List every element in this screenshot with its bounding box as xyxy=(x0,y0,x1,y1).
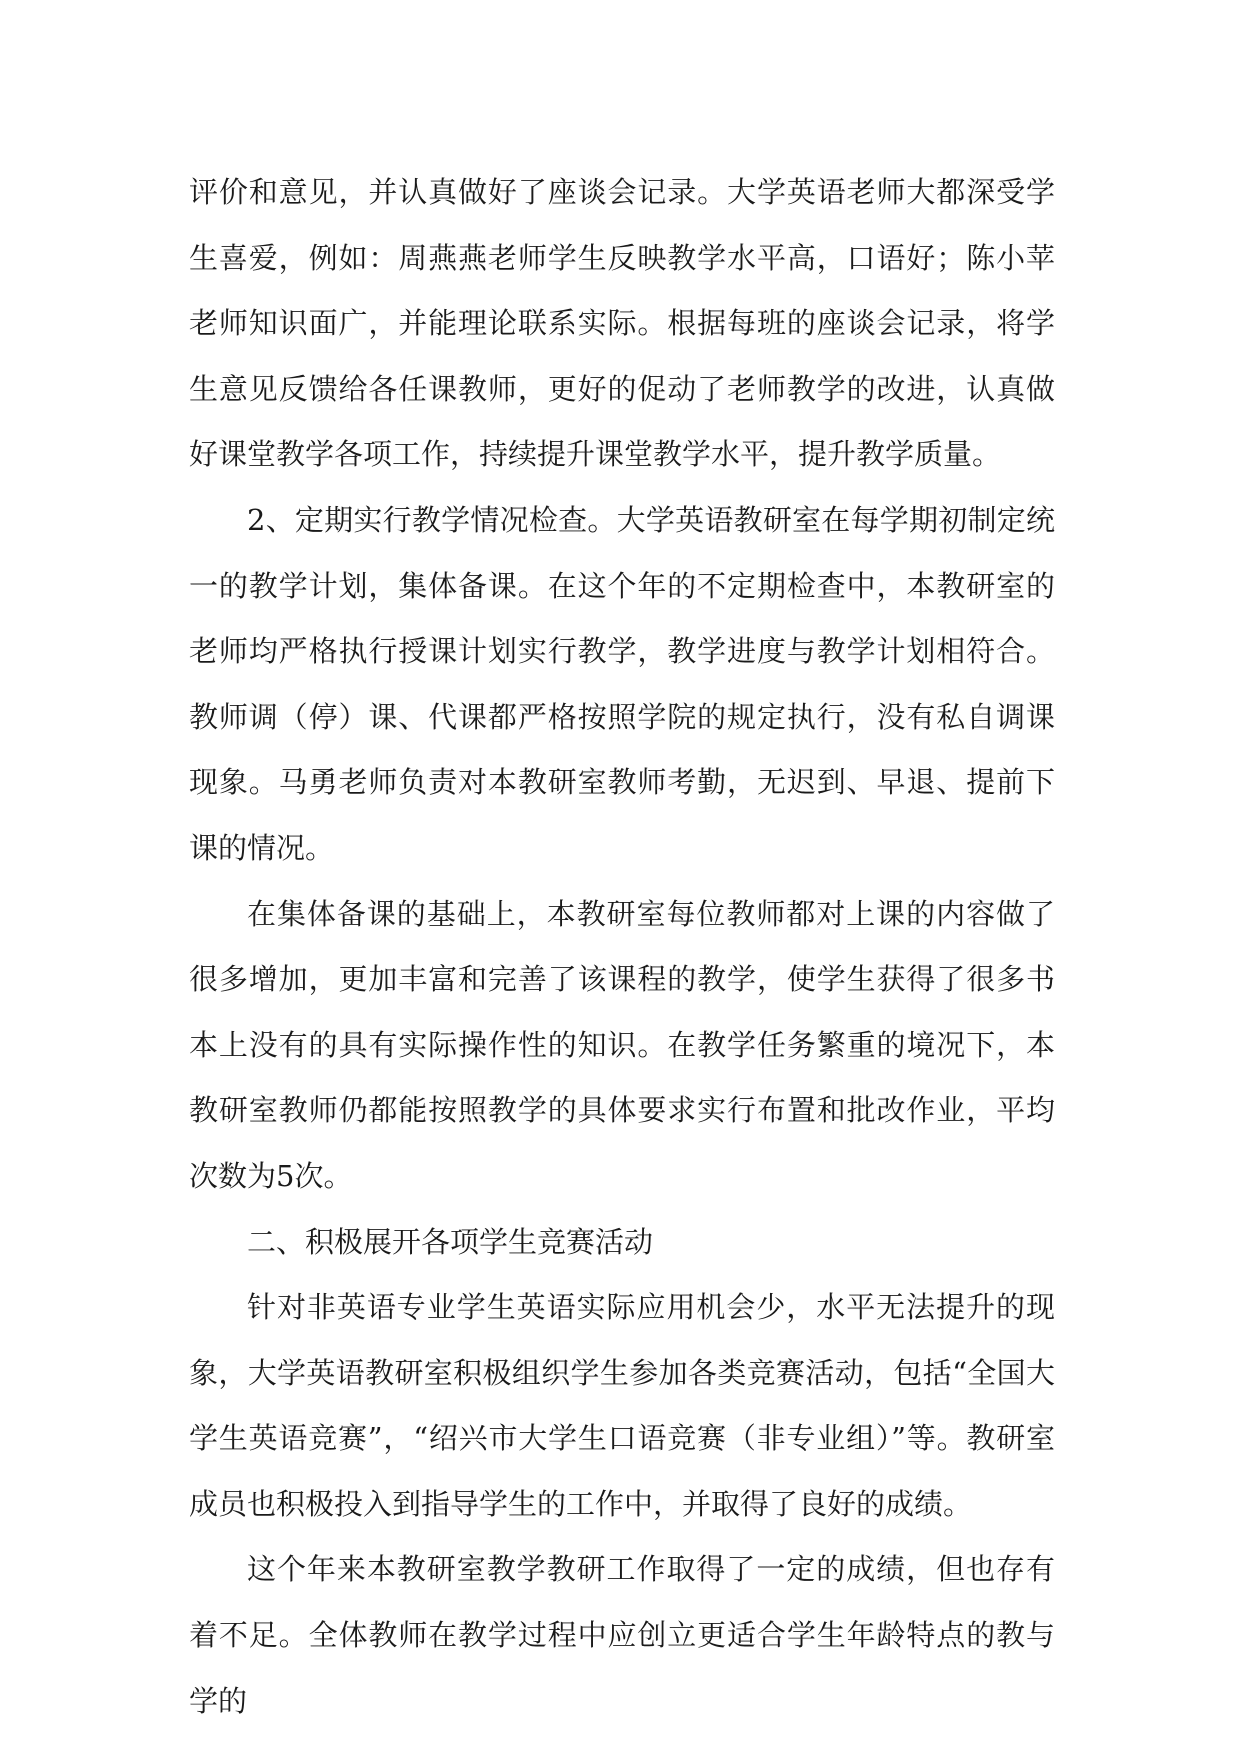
paragraph-competitions: 针对非英语专业学生英语实际应用机会少，水平无法提升的现象，大学英语教研室积极组织学生参加各类竞赛活动，包括“全国大学生英语竞赛”，“绍兴市大学生口语竞赛（非专业组）”等。教研室成员也积极投入到指导学生的工作中，并取得了良好的成绩。 xyxy=(189,1290,1055,1521)
section-heading-competitions: 二、积极展开各项学生竞赛活动 xyxy=(247,1224,654,1259)
paragraph-summary: 这个年来本教研室教学教研工作取得了一定的成绩，但也存有着不足。全体教师在教学过程中应创立更适合学生年龄特点的教与学的 xyxy=(189,1552,1055,1718)
document-body xyxy=(189,160,1055,1734)
paragraph-collective-lesson-prep: 在集体备课的基础上，本教研室每位教师都对上课的内容做了很多增加，更加丰富和完善了该课程的教学，使学生获得了很多书本上没有的具有实际操作性的知识。在教学任务繁重的境况下，本教研室教师仍都能按照教学的具体要求实行布置和批改作业，平均次数为5次。 xyxy=(189,896,1055,1193)
paragraph-teaching-inspection: 2、定期实行教学情况检查。大学英语教研室在每学期初制定统一的教学计划，集体备课。在这个年的不定期检查中，本教研室的老师均严格执行授课计划实行教学，教学进度与教学计划相符合。教师调（停）课、代课都严格按照学院的规定执行，没有私自调课现象。马勇老师负责对本教研室教师考勤，无迟到、早退、提前下课的情况。 xyxy=(189,502,1055,865)
paragraph-feedback-continuation: 评价和意见，并认真做好了座谈会记录。大学英语老师大都深受学生喜爱，例如：周燕燕老师学生反映教学水平高，口语好；陈小苹老师知识面广，并能理论联系实际。根据每班的座谈会记录，将学生意见反馈给各任课教师，更好的促动了老师教学的改进，认真做好课堂教学各项工作，持续提升课堂教学水平，提升教学质量。 xyxy=(189,175,1055,472)
